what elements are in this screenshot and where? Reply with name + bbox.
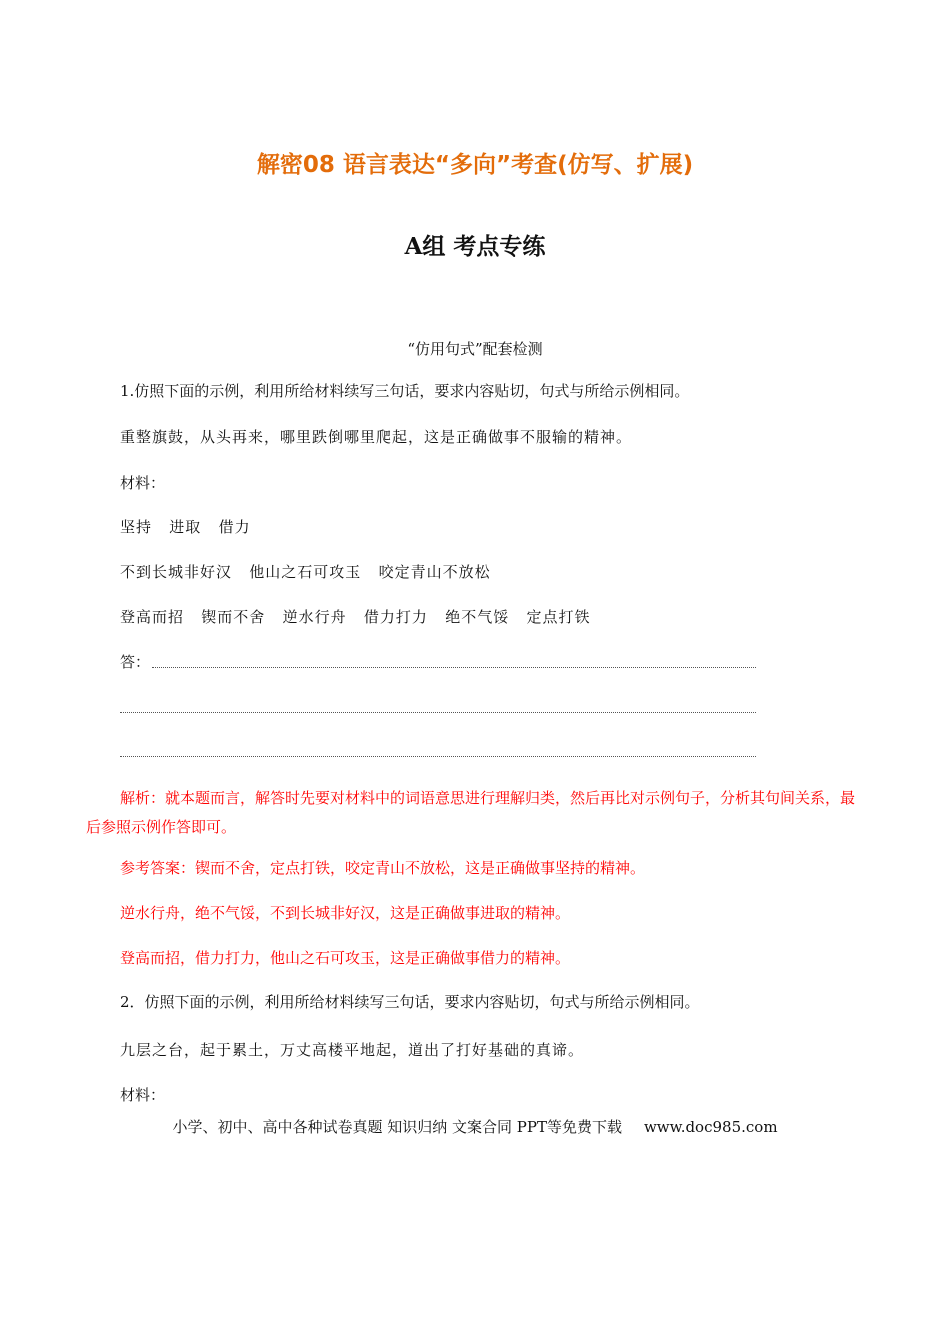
reference-answer-2: 逆水行舟，绝不气馁，不到长城非好汉，这是正确做事进取的精神。 — [120, 904, 571, 922]
question-2-example: 九层之台，起于累土，万丈高楼平地起，道出了打好基础的真谛。 — [120, 1041, 585, 1059]
material-line-2: 不到长城非好汉 他山之石可攻玉 咬定青山不放松 — [120, 563, 491, 581]
reference-answer-1: 参考答案：锲而不舍，定点打铁，咬定青山不放松，这是正确做事坚持的精神。 — [120, 859, 646, 877]
group-title: A组 考点专练 — [404, 233, 546, 260]
answer-label: 答： — [120, 653, 151, 671]
question-1-materials-label: 材料： — [120, 474, 166, 492]
material-line-1: 坚持 进取 借力 — [120, 518, 251, 536]
footer-text: 小学、初中、高中各种试卷真题 知识归纳 文案合同 PPT等免费下载 — [172, 1118, 622, 1136]
footer-url[interactable]: www.doc985.com — [643, 1118, 778, 1136]
question-2-materials-label: 材料： — [120, 1086, 166, 1104]
answer-line-2[interactable] — [120, 712, 756, 713]
section-heading: “仿用句式”配套检测 — [407, 340, 543, 358]
question-2-prompt: 2．仿照下面的示例，利用所给材料续写三句话，要求内容贴切，句式与所给示例相同。 — [120, 993, 700, 1011]
question-1-example: 重整旗鼓，从头再来，哪里跌倒哪里爬起，这是正确做事不服输的精神。 — [120, 428, 633, 446]
footer — [0, 1116, 950, 1137]
reference-answer-3: 登高而招，借力打力，他山之石可攻玉，这是正确做事借力的精神。 — [120, 949, 571, 967]
analysis-text: 解析：就本题而言，解答时先要对材料中的词语意思进行理解归类，然后再比对示例句子，分析其句间关系，最后参照示例作答即可。 — [86, 789, 856, 836]
material-line-3: 登高而招 锲而不舍 逆水行舟 借力打力 绝不气馁 定点打铁 — [120, 608, 591, 626]
main-title: 解密08 语言表达“多向”考查(仿写、扩展) — [256, 152, 694, 178]
answer-line-1[interactable] — [152, 667, 756, 668]
question-1-prompt: 1.仿照下面的示例，利用所给材料续写三句话，要求内容贴切，句式与所给示例相同。 — [120, 382, 690, 400]
answer-line-3[interactable] — [120, 756, 756, 757]
